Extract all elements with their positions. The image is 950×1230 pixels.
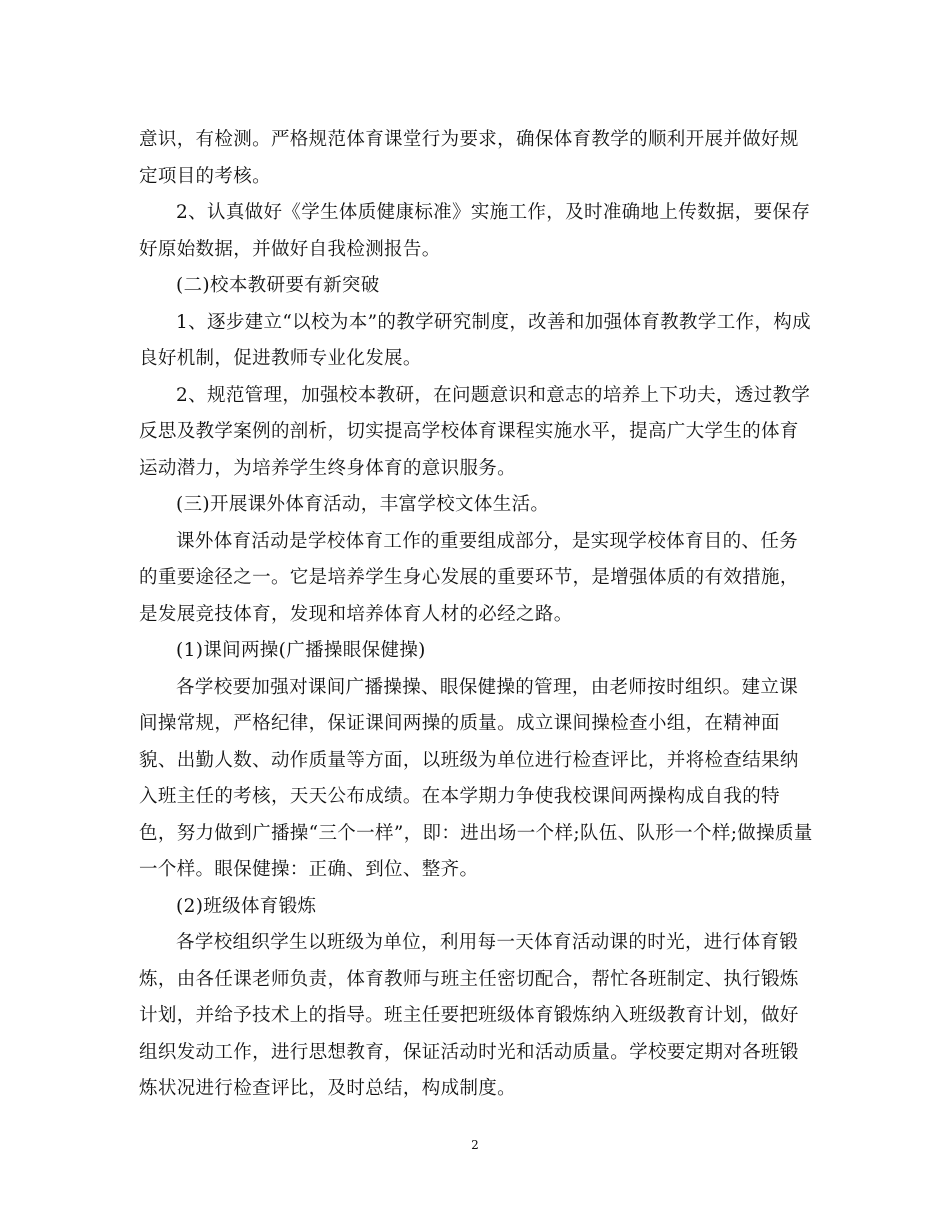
text-line: 良好机制，促进教师专业化发展。 <box>139 348 422 369</box>
text-line: (2)班级体育锻炼 <box>176 895 317 917</box>
document-body <box>139 122 811 1108</box>
text-line: 炼状况进行检查评比，及时总结，构成制度。 <box>139 1078 517 1099</box>
text-line: 炼，由各任课老师负责，体育教师与班主任密切配合，帮忙各班制定、执行锻炼 <box>139 968 799 990</box>
text-line: 各学校组织学生以班级为单位，利用每一天体育活动课的时光，进行体育锻 <box>176 932 799 953</box>
text-line: 色，努力做到广播操“三个一样”，即：进出场一个样;队伍、队形一个样;做操质量 <box>139 822 813 844</box>
text-line: 入班主任的考核，天天公布成绩。在本学期力争使我校课间两操构成自我的特 <box>139 786 780 807</box>
text-line: 运动潜力，为培养学生终身体育的意识服务。 <box>139 457 517 479</box>
text-line: 2、规范管理，加强校本教研，在问题意识和意志的培养上下功夫，透过教学 <box>176 384 811 406</box>
text-line: 好原始数据，并做好自我检测报告。 <box>139 238 441 260</box>
text-line: 一个样。眼保健操：正确、到位、整齐。 <box>139 859 479 880</box>
text-line: 定项目的考核。 <box>139 165 271 187</box>
text-line: 2、认真做好《学生体质健康标准》实施工作，及时准确地上传数据，要保存 <box>176 202 811 223</box>
text-line: (三)开展课外体育活动，丰富学校文体生活。 <box>176 494 550 515</box>
text-line: 各学校要加强对课间广播操操、眼保健操的管理，由老师按时组织。建立课 <box>176 676 799 698</box>
text-line: 的重要途径之一。它是培养学生身心发展的重要环节，是增强体质的有效措施， <box>139 567 799 588</box>
page-number: 2 <box>471 1138 479 1152</box>
text-line: 1、逐步建立“以校为本”的教学研究制度，改善和加强体育教教学工作，构成 <box>176 311 811 333</box>
text-line: 间操常规，严格纪律，保证课间两操的质量。成立课间操检查小组，在精神面 <box>139 713 780 734</box>
text-line: 貌、出勤人数、动作质量等方面，以班级为单位进行检查评比，并将检查结果纳 <box>139 749 799 771</box>
text-line: (二)校本教研要有新突破 <box>176 275 380 296</box>
text-line: (1)课间两操(广播操眼保健操) <box>176 640 426 661</box>
text-line: 是发展竞技体育，发现和培养体育人材的必经之路。 <box>139 603 573 625</box>
text-line: 意识，有检测。严格规范体育课堂行为要求，确保体育教学的顺利开展并做好规 <box>139 129 799 150</box>
text-line: 计划，并给予技术上的指导。班主任要把班级体育锻炼纳入班级教育计划，做好 <box>139 1005 799 1026</box>
text-line: 课外体育活动是学校体育工作的重要组成部分，是实现学校体育目的、任务 <box>176 530 799 552</box>
text-line: 反思及教学案例的剖析，切实提高学校体育课程实施水平，提高广大学生的体育 <box>139 421 799 442</box>
text-line: 组织发动工作，进行思想教育，保证活动时光和活动质量。学校要定期对各班锻 <box>139 1041 799 1063</box>
